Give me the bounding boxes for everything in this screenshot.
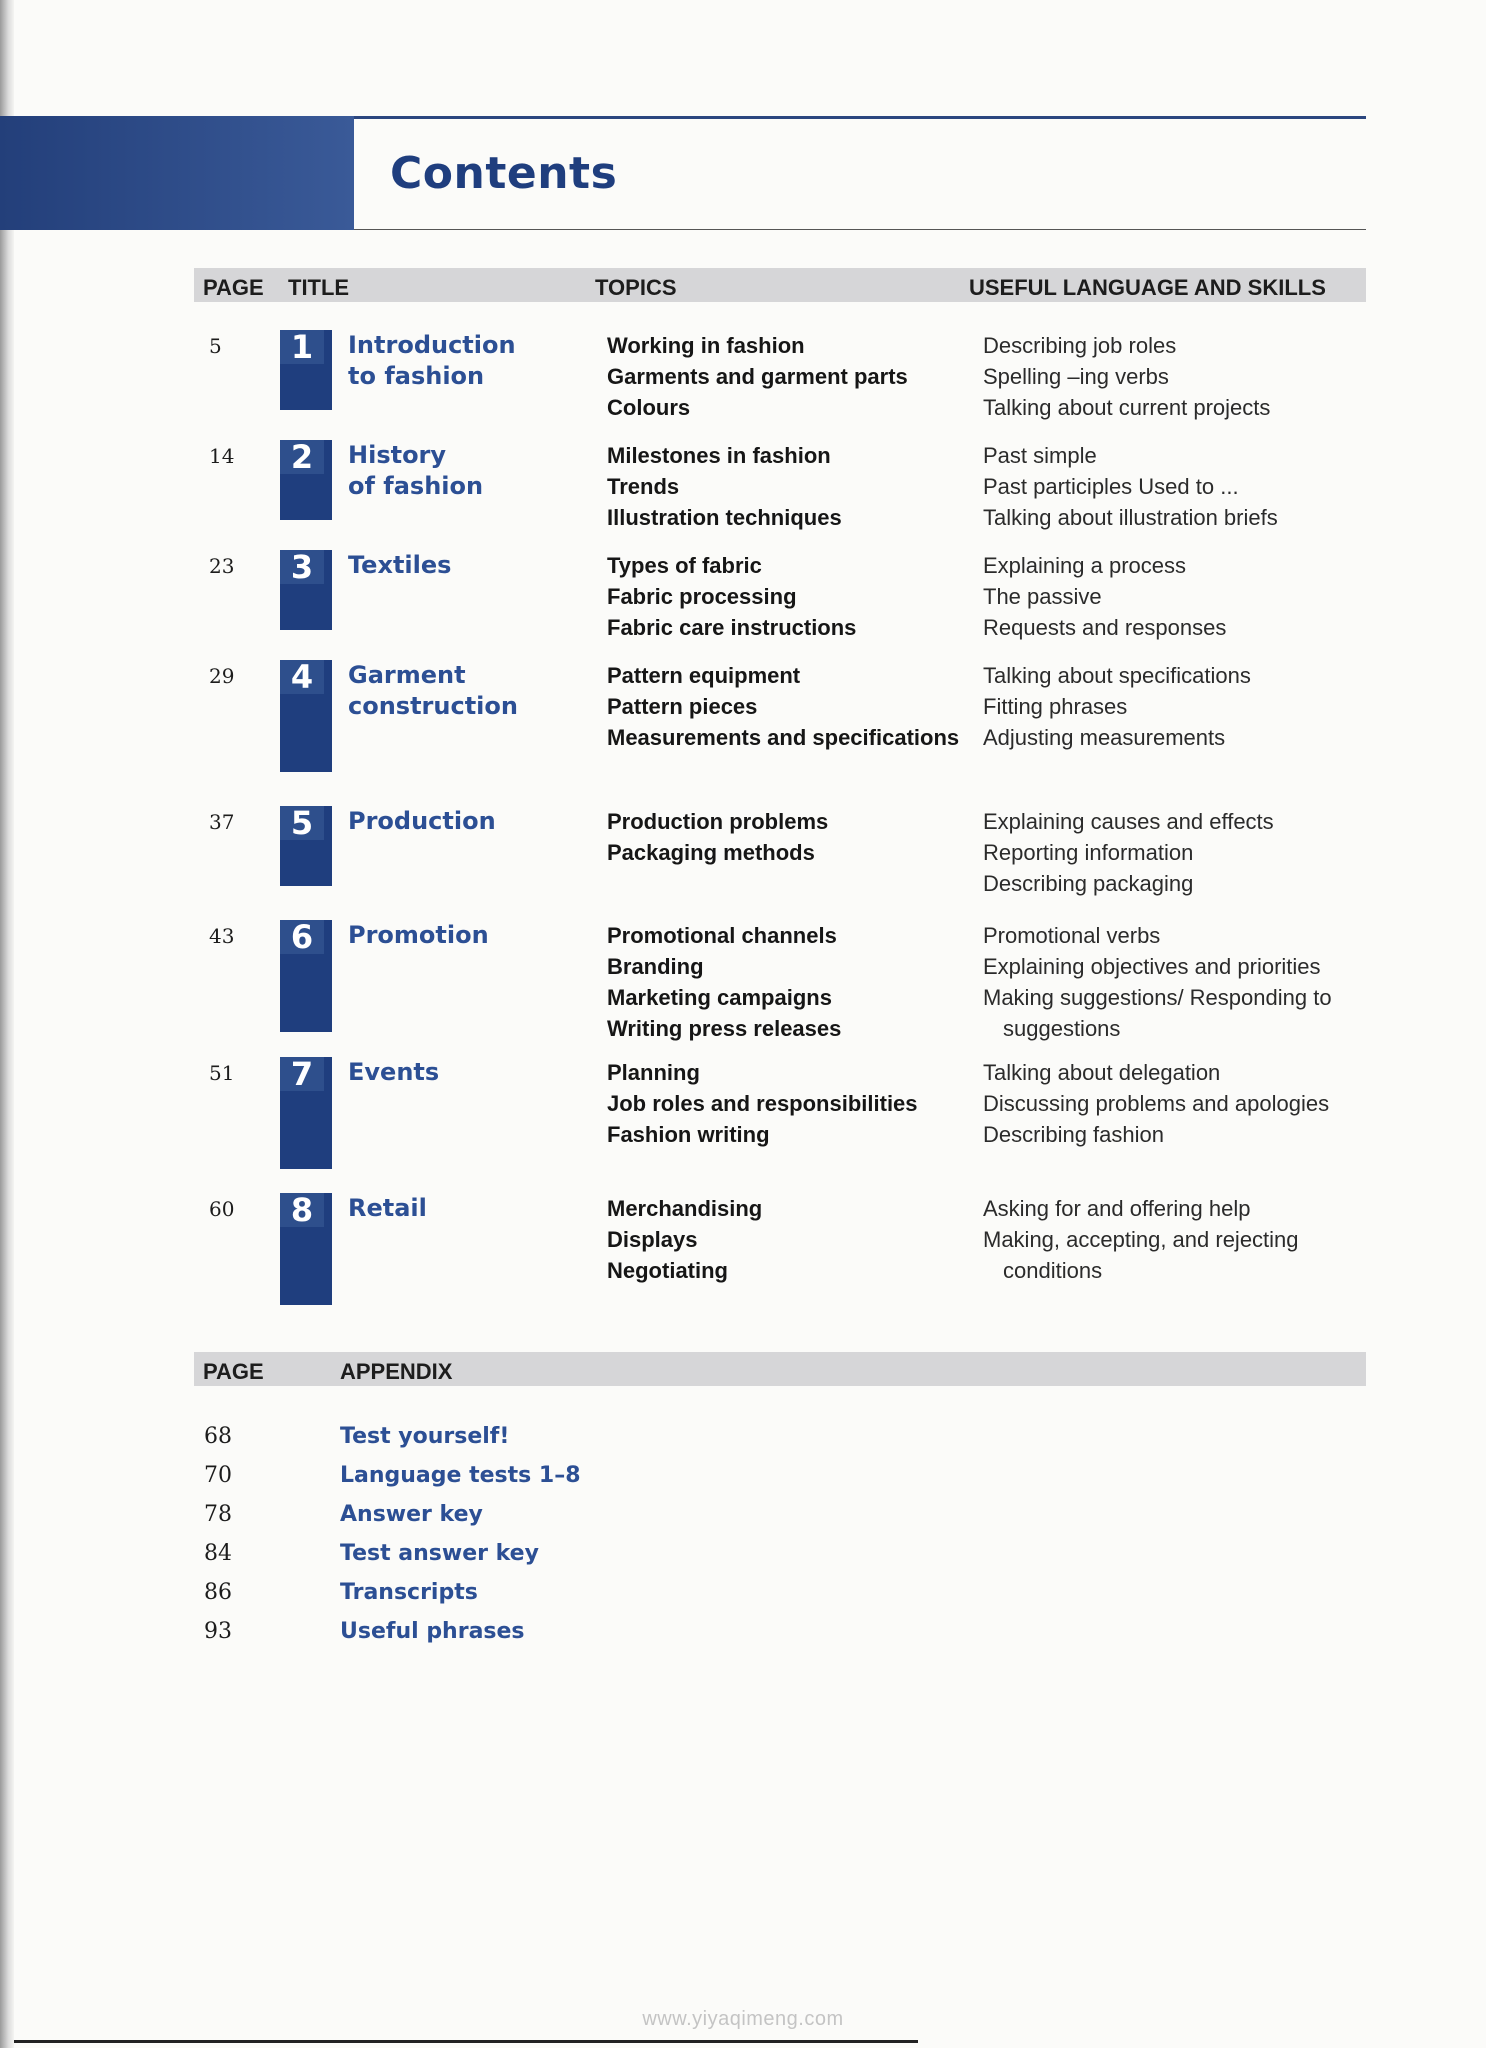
column-header-skills: USEFUL LANGUAGE AND SKILLS: [969, 275, 1326, 300]
unit-skills: [983, 440, 1373, 533]
unit-number: 6: [280, 920, 324, 954]
unit-number-badge: [280, 920, 332, 1032]
unit-title[interactable]: Events: [348, 1058, 440, 1086]
topic-item: Trends: [607, 474, 680, 499]
topic-item: Production problems: [607, 809, 829, 834]
unit-number: 2: [280, 440, 324, 474]
header-rule-bottom: [354, 229, 1366, 230]
appendix-header-label: APPENDIX: [340, 1359, 453, 1384]
skill-item: Explaining causes and effects: [983, 809, 1274, 834]
skill-item: Making suggestions/ Responding to suggestions: [983, 985, 1332, 1041]
unit-title[interactable]: Introduction to fashion: [348, 331, 516, 390]
appendix-page-number: 68: [204, 1424, 232, 1449]
appendix-title[interactable]: Language tests 1–8: [340, 1463, 581, 1488]
appendix-page-number: 86: [204, 1580, 232, 1605]
unit-page-number: 14: [209, 444, 235, 468]
unit-skills: [983, 806, 1373, 899]
skill-item: Requests and responses: [983, 615, 1227, 640]
unit-topics: [607, 1057, 918, 1150]
skill-item: Fitting phrases: [983, 694, 1128, 719]
unit-number: 8: [280, 1193, 324, 1227]
unit-number-badge: [280, 330, 332, 410]
appendix-page-number: 78: [204, 1502, 232, 1527]
appendix-page-number: 84: [204, 1541, 232, 1566]
skill-item: Discussing problems and apologies: [983, 1091, 1330, 1116]
unit-topics: [607, 440, 842, 533]
unit-topics: [607, 806, 828, 868]
topic-item: Branding: [607, 954, 704, 979]
unit-number: 3: [280, 550, 324, 584]
unit-title[interactable]: Promotion: [348, 921, 489, 949]
topic-item: Measurements and specifications: [607, 725, 960, 750]
unit-title[interactable]: Retail: [348, 1194, 427, 1222]
topic-item: Planning: [607, 1060, 700, 1085]
book-spine-shadow: [0, 0, 14, 2048]
topic-item: Promotional channels: [607, 923, 837, 948]
unit-number-badge: [280, 1057, 332, 1169]
skill-item: Asking for and offering help: [983, 1196, 1251, 1221]
skill-item: Promotional verbs: [983, 923, 1161, 948]
unit-number-badge: [280, 806, 332, 886]
column-header-title: TITLE: [288, 275, 350, 300]
topic-item: Pattern equipment: [607, 663, 801, 688]
page-title: Contents: [390, 148, 618, 199]
topic-item: Colours: [607, 395, 691, 420]
appendix-title[interactable]: Test answer key: [340, 1541, 539, 1566]
column-header-bar: [194, 268, 1366, 302]
appendix-header-bar: [194, 1352, 1366, 1386]
skill-item: Explaining objectives and priorities: [983, 954, 1321, 979]
topic-item: Job roles and responsibilities: [607, 1091, 918, 1116]
unit-page-number: 23: [209, 554, 235, 578]
appendix-title[interactable]: Test yourself!: [340, 1424, 510, 1449]
unit-number-badge: [280, 1193, 332, 1305]
unit-number-badge: [280, 440, 332, 520]
skill-item: Describing packaging: [983, 871, 1194, 896]
skill-item: Making, accepting, and rejecting conditions: [983, 1227, 1299, 1283]
skill-item: Talking about current projects: [983, 395, 1271, 420]
unit-number-badge: [280, 550, 332, 630]
skill-item: Explaining a process: [983, 553, 1187, 578]
column-header-page: PAGE: [203, 275, 264, 300]
topic-item: Negotiating: [607, 1258, 728, 1283]
unit-skills: [983, 920, 1373, 1044]
appendix-page-number: 93: [204, 1619, 232, 1644]
unit-skills: [983, 550, 1373, 643]
column-header-topics: TOPICS: [595, 275, 677, 300]
unit-title[interactable]: Textiles: [348, 551, 452, 579]
topic-item: Merchandising: [607, 1196, 763, 1221]
unit-page-number: 51: [209, 1061, 235, 1085]
skill-item: Adjusting measurements: [983, 725, 1226, 750]
topic-item: Packaging methods: [607, 840, 815, 865]
skill-item: Talking about illustration briefs: [983, 505, 1278, 530]
topic-item: Fashion writing: [607, 1122, 770, 1147]
unit-topics: [607, 330, 908, 423]
appendix-page-number: 70: [204, 1463, 232, 1488]
unit-page-number: 5: [209, 334, 222, 358]
unit-number: 7: [280, 1057, 324, 1091]
appendix-header-page: PAGE: [203, 1359, 264, 1384]
appendix-title[interactable]: Answer key: [340, 1502, 483, 1527]
unit-topics: [607, 1193, 762, 1286]
topic-item: Milestones in fashion: [607, 443, 831, 468]
skill-item: Describing fashion: [983, 1122, 1164, 1147]
unit-page-number: 60: [209, 1197, 235, 1221]
unit-skills: [983, 330, 1373, 423]
topic-item: Pattern pieces: [607, 694, 758, 719]
topic-item: Garments and garment parts: [607, 364, 908, 389]
unit-title[interactable]: History of fashion: [348, 441, 484, 500]
unit-number: 5: [280, 806, 324, 840]
unit-title[interactable]: Garment construction: [348, 661, 518, 720]
unit-skills: [983, 1193, 1373, 1286]
skill-item: Talking about specifications: [983, 663, 1251, 688]
unit-page-number: 29: [209, 664, 235, 688]
unit-skills: [983, 1057, 1373, 1150]
unit-topics: [607, 550, 856, 643]
topic-item: Working in fashion: [607, 333, 805, 358]
topic-item: Fabric care instructions: [607, 615, 857, 640]
unit-page-number: 43: [209, 924, 235, 948]
unit-skills: [983, 660, 1373, 753]
unit-topics: [607, 660, 959, 753]
skill-item: Past simple: [983, 443, 1097, 468]
topic-item: Displays: [607, 1227, 698, 1252]
topic-item: Marketing campaigns: [607, 985, 832, 1010]
skill-item: The passive: [983, 584, 1102, 609]
header-color-block: [0, 116, 354, 230]
unit-number: 4: [280, 660, 324, 694]
watermark: www.yiyaqimeng.com: [642, 2008, 844, 2030]
topic-item: Writing press releases: [607, 1016, 842, 1041]
skill-item: Describing job roles: [983, 333, 1177, 358]
appendix-title[interactable]: Transcripts: [340, 1580, 478, 1605]
appendix-title[interactable]: Useful phrases: [340, 1619, 525, 1644]
bottom-rule: [14, 2040, 918, 2043]
unit-number-badge: [280, 660, 332, 772]
skill-item: Reporting information: [983, 840, 1194, 865]
skill-item: Spelling –ing verbs: [983, 364, 1169, 389]
header-rule-top: [354, 116, 1366, 119]
unit-number: 1: [280, 330, 324, 364]
skill-item: Talking about delegation: [983, 1060, 1221, 1085]
unit-page-number: 37: [209, 810, 235, 834]
topic-item: Illustration techniques: [607, 505, 842, 530]
topic-item: Types of fabric: [607, 553, 762, 578]
skill-item: Past participles Used to ...: [983, 474, 1239, 499]
unit-title[interactable]: Production: [348, 807, 496, 835]
unit-topics: [607, 920, 841, 1044]
topic-item: Fabric processing: [607, 584, 797, 609]
